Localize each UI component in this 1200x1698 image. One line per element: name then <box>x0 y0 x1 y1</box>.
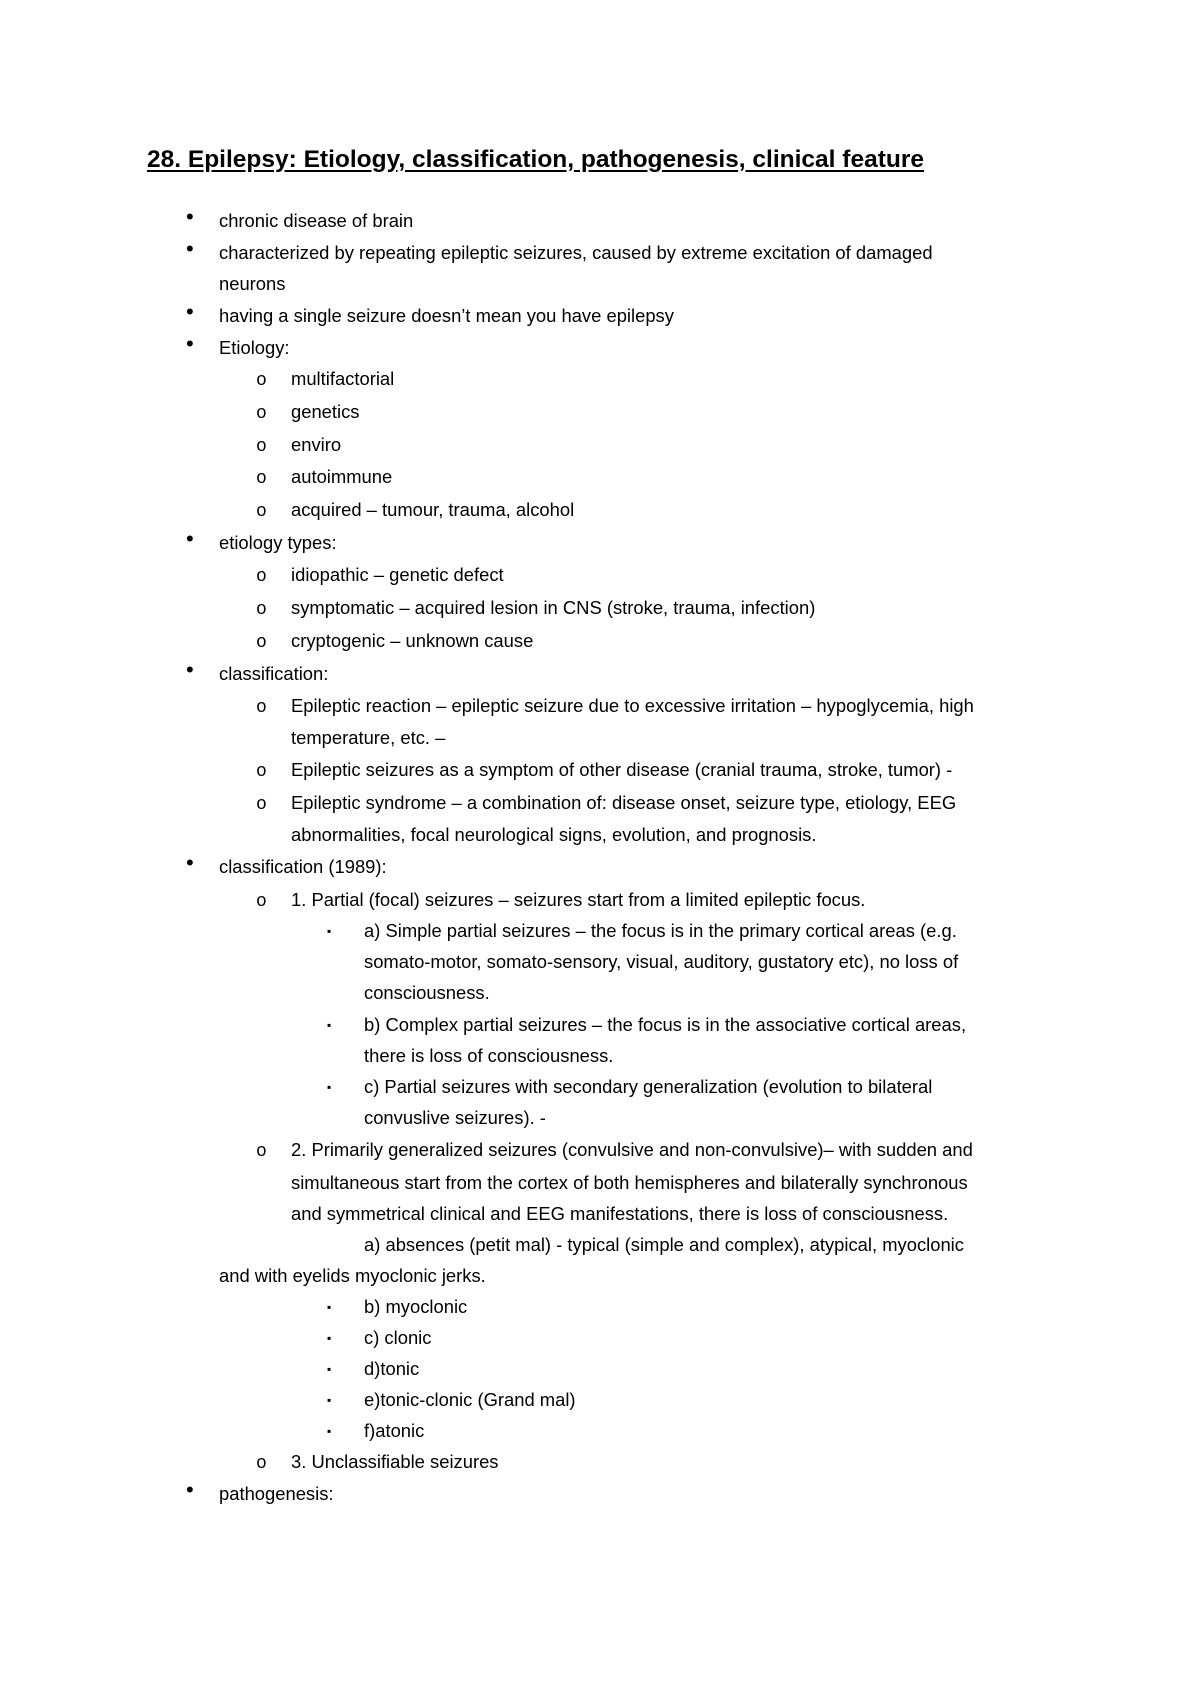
square-marker: ▪ <box>327 1080 332 1094</box>
circle-marker: o <box>256 469 267 489</box>
bullet-marker: • <box>186 526 194 551</box>
bullet-marker: • <box>186 331 194 356</box>
list-item: pathogenesis: <box>219 1483 334 1504</box>
sub-list-item: enviro <box>291 434 342 455</box>
sub-sub-list-item-continuation: there is loss of consciousness. <box>364 1045 614 1066</box>
sub-list-item: 2. Primarily generalized seizures (convulsive and non-convulsive)– with sudden and <box>291 1139 973 1160</box>
sub-list-item: genetics <box>291 401 360 422</box>
sub-sub-list-item: a) Simple partial seizures – the focus is in the primary cortical areas (e.g. <box>364 920 957 941</box>
bullet-marker: • <box>186 850 194 875</box>
sub-sub-list-item-continuation: convuslive seizures). - <box>364 1107 546 1128</box>
square-marker: ▪ <box>327 1331 332 1345</box>
bullet-marker: • <box>186 236 194 261</box>
circle-marker: o <box>256 600 267 620</box>
circle-marker: o <box>256 633 267 653</box>
square-marker: ▪ <box>327 924 332 938</box>
square-marker: ▪ <box>327 1018 332 1032</box>
sub-list-item-continuation: and symmetrical clinical and EEG manifestations, there is loss of consciousness. <box>291 1203 949 1224</box>
list-item: classification (1989): <box>219 856 387 877</box>
sub-sub-list-item-continuation: consciousness. <box>364 982 490 1003</box>
circle-marker: o <box>256 762 267 782</box>
sub-sub-list-item: f)atonic <box>364 1420 425 1441</box>
bullet-marker: • <box>186 1477 194 1502</box>
indented-text: a) absences (petit mal) - typical (simple and complex), atypical, myoclonic <box>364 1234 964 1255</box>
square-marker: ▪ <box>327 1424 332 1438</box>
sub-sub-list-item-continuation: somato-motor, somato-sensory, visual, auditory, gustatory etc), no loss of <box>364 951 959 972</box>
square-marker: ▪ <box>327 1393 332 1407</box>
circle-marker: o <box>256 437 267 457</box>
circle-marker: o <box>256 567 267 587</box>
list-item: Etiology: <box>219 337 290 358</box>
list-item-continuation: neurons <box>219 273 286 294</box>
sub-list-item-continuation: simultaneous start from the cortex of both hemispheres and bilaterally synchronous <box>291 1172 968 1193</box>
circle-marker: o <box>256 795 267 815</box>
sub-sub-list-item: d)tonic <box>364 1358 420 1379</box>
list-item: chronic disease of brain <box>219 210 414 231</box>
circle-marker: o <box>256 404 267 424</box>
bullet-marker: • <box>186 657 194 682</box>
circle-marker: o <box>256 892 267 912</box>
circle-marker: o <box>256 1142 267 1162</box>
sub-list-item: 1. Partial (focal) seizures – seizures start from a limited epileptic focus. <box>291 889 866 910</box>
indented-text-continuation: and with eyelids myoclonic jerks. <box>219 1265 486 1286</box>
list-item: characterized by repeating epileptic seizures, caused by extreme excitation of damaged <box>219 242 933 263</box>
bullet-marker: • <box>186 299 194 324</box>
sub-sub-list-item: e)tonic-clonic (Grand mal) <box>364 1389 576 1410</box>
document-title: 28. Epilepsy: Etiology, classification, pathogenesis, clinical feature <box>147 146 924 173</box>
circle-marker: o <box>256 1454 267 1474</box>
circle-marker: o <box>256 371 267 391</box>
circle-marker: o <box>256 502 267 522</box>
sub-list-item: autoimmune <box>291 466 393 487</box>
sub-list-item: Epileptic reaction – epileptic seizure due to excessive irritation – hypoglycemia, high <box>291 695 974 716</box>
sub-list-item: symptomatic – acquired lesion in CNS (stroke, trauma, infection) <box>291 597 816 618</box>
circle-marker: o <box>256 698 267 718</box>
sub-list-item: cryptogenic – unknown cause <box>291 630 534 651</box>
sub-list-item-continuation: temperature, etc. – <box>291 727 446 748</box>
sub-list-item-continuation: abnormalities, focal neurological signs, evolution, and prognosis. <box>291 824 817 845</box>
sub-sub-list-item: b) myoclonic <box>364 1296 468 1317</box>
sub-sub-list-item: c) clonic <box>364 1327 432 1348</box>
sub-list-item: multifactorial <box>291 368 395 389</box>
sub-list-item: acquired – tumour, trauma, alcohol <box>291 499 575 520</box>
sub-list-item: idiopathic – genetic defect <box>291 564 504 585</box>
sub-sub-list-item: c) Partial seizures with secondary generalization (evolution to bilateral <box>364 1076 933 1097</box>
list-item: having a single seizure doesn’t mean you have epilepsy <box>219 305 674 326</box>
sub-list-item: Epileptic seizures as a symptom of other disease (cranial trauma, stroke, tumor) - <box>291 759 953 780</box>
list-item: classification: <box>219 663 329 684</box>
sub-list-item: 3. Unclassifiable seizures <box>291 1451 499 1472</box>
list-item: etiology types: <box>219 532 337 553</box>
square-marker: ▪ <box>327 1300 332 1314</box>
bullet-marker: • <box>186 204 194 229</box>
sub-list-item: Epileptic syndrome – a combination of: disease onset, seizure type, etiology, EEG <box>291 792 957 813</box>
square-marker: ▪ <box>327 1362 332 1376</box>
sub-sub-list-item: b) Complex partial seizures – the focus is in the associative cortical areas, <box>364 1014 967 1035</box>
